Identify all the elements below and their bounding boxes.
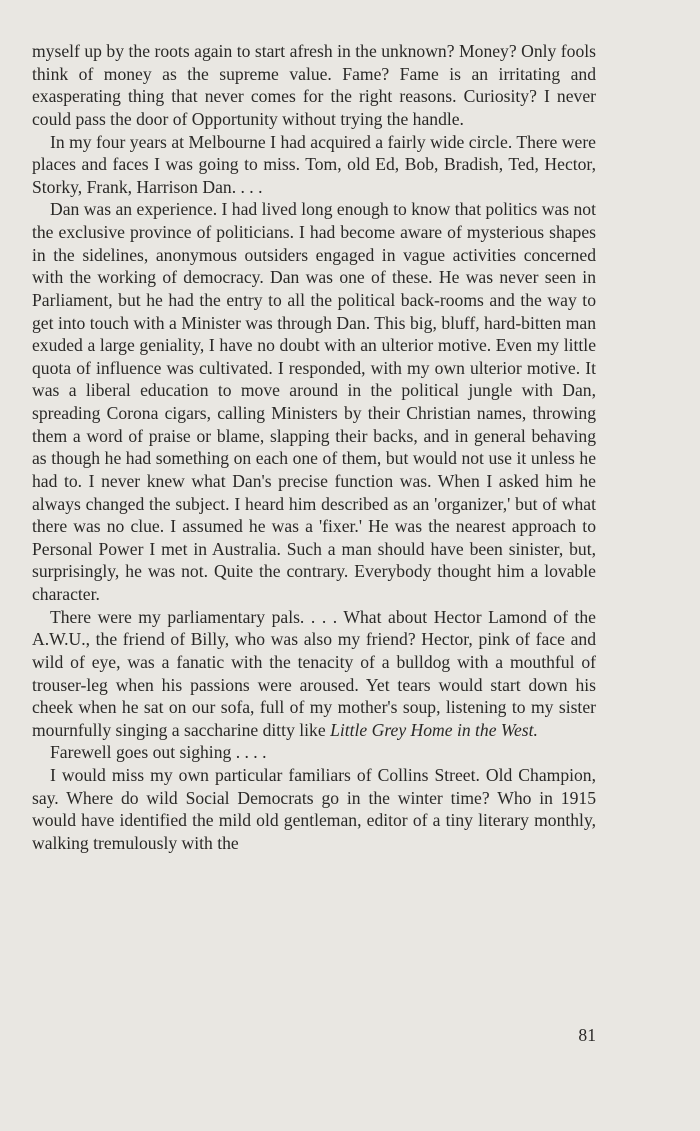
paragraph-parliamentary-pals-text: There were my parliamentary pals. . . . What about Hector Lamond of the A.W.U., the friend of Billy, who was also my friend? Hector, pink of face and wild of eye, was a fanatic with the tenacity of a bulldog with a mouthful of trouser-leg when his passions were aroused. Yet tears would start down his cheek when he sat on our sofa, full of my mother's soup, listening to my sister mournfully singing a saccharine ditty like bbox=[32, 606, 596, 740]
paragraph-parliamentary-pals bbox=[32, 606, 596, 742]
page-number: 81 bbox=[578, 1025, 596, 1045]
paragraph-melbourne-circle: In my four years at Melbourne I had acquired a fairly wide circle. There were places and faces I was going to miss. Tom, old Ed, Bob, Bradish, Ted, Hector, Storky, Frank, Harrison Dan. . . . bbox=[32, 131, 596, 197]
paragraph-collins-street: I would miss my own particular familiars of Collins Street. Old Champion, say. Where do wild Social Democrats go in the winter time? Who in 1915 would have identified the mild old gentleman, editor of a tiny literary monthly, walking tremulously with the bbox=[32, 765, 596, 853]
paragraph-continued: myself up by the roots again to start afresh in the unknown? Money? Only fools think of money as the supreme value. Fame? Fame is an irritating and exasperating thing that never comes for the right reasons. Curiosity? I never could pass the door of Opportunity without trying the handle. bbox=[32, 41, 596, 129]
paragraph-farewell: Farewell goes out sighing . . . . bbox=[50, 742, 267, 763]
page-body bbox=[32, 40, 596, 855]
paragraph-dan: Dan was an experience. I had lived long enough to know that politics was not the exclusive province of politicians. I had become aware of mysterious shapes in the sidelines, anonymous outsiders engaged in vague activities concerned with the working of democracy. Dan was one of these. He was never seen in Parliament, but he had the entry to all the political back-rooms and the way to get into touch with a Minister was through Dan. This big, bluff, hard-bitten man exuded a large geniality, I have no doubt with an ulterior motive. Even my little quota of influence was cultivated. I responded, with my own ulterior motive. It was a liberal education to move around in the political jungle with Dan, spreading Corona cigars, calling Ministers by their Christian names, throwing them a word of praise or blame, slapping their backs, and in general behaving as though he had something on each one of them, but would not use it unless he had to. I never knew what Dan's precise function was. When I asked him he always changed the subject. I heard him described as an 'organizer,' but of what there was no clue. I assumed he was a 'fixer.' He was the nearest approach to Personal Power I met in Australia. Such a man should have been sinister, but, surprisingly, he was not. Quite the contrary. Everybody thought him a lovable character. bbox=[32, 199, 596, 604]
song-title: Little Grey Home in the West. bbox=[330, 719, 538, 740]
